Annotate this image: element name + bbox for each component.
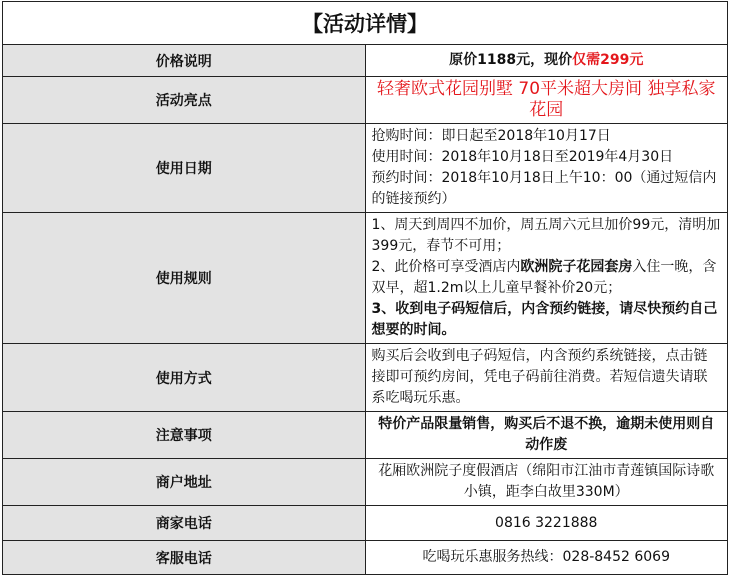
dates-row: [3, 124, 728, 213]
original-price-text: 原价1188元，现价: [449, 52, 573, 68]
booking-time-line: 预约时间：2018年10月18日上午10：00（通过短信内的链接预约）: [371, 170, 717, 207]
service-phone-label: 客服电话: [3, 541, 366, 575]
highlight-value: 轻奢欧式花园别墅 70平米超大房间 独享私家花园: [365, 77, 728, 124]
rules-label: 使用规则: [3, 213, 366, 344]
service-phone-value: 吃喝玩乐惠服务热线：028-8452 6069: [365, 541, 728, 575]
purchase-time-line: 抢购时间：即日起至2018年10月17日: [371, 128, 611, 144]
title-row: [3, 2, 728, 45]
usage-label: 使用方式: [3, 344, 366, 412]
sale-price-text: 仅需299元: [572, 52, 644, 68]
rule-2-prefix: 2、此价格可享受酒店内: [371, 259, 521, 275]
price-label: 价格说明: [3, 45, 366, 77]
usage-row: [3, 344, 728, 412]
address-label: 商户地址: [3, 459, 366, 506]
rule-2: [372, 257, 722, 299]
rule-1: 1、周天到周四不加价，周五周六元旦加价99元，清明加399元，春节不可用；: [371, 217, 721, 254]
usage-time-line: 使用时间：2018年10月18日至2019年4月30日: [371, 149, 674, 165]
dates-label: 使用日期: [3, 124, 366, 213]
address-row: [3, 459, 728, 506]
rules-row: [3, 213, 728, 344]
notice-label: 注意事项: [3, 412, 366, 459]
rule-3: 3、收到电子码短信后，内含预约链接，请尽快预约自己想要的时间。: [371, 301, 718, 338]
address-value: 花厢欧洲院子度假酒店（绵阳市江油市青莲镇国际诗歌小镇，距李白故里330M）: [365, 459, 728, 506]
dates-value: [365, 124, 728, 213]
service-phone-row: [3, 541, 728, 575]
rules-value: [365, 213, 728, 344]
table-title: 【活动详情】: [3, 2, 728, 45]
rule-2-room: 欧洲院子花园套房: [520, 259, 633, 275]
highlight-label: 活动亮点: [3, 77, 366, 124]
merchant-phone-value: 0816 3221888: [365, 506, 728, 541]
notice-row: [3, 412, 728, 459]
merchant-phone-label: 商家电话: [3, 506, 366, 541]
merchant-phone-row: [3, 506, 728, 541]
activity-detail-table: [2, 1, 728, 575]
rule-2-suffix: 入住一晚，含双早，超1.2m以上儿童早餐补价20元；: [371, 259, 717, 296]
usage-value: 购买后会收到电子码短信，内含预约系统链接，点击链接即可预约房间，凭电子码前往消费。若短信遗失请联系吃喝玩乐惠。: [365, 344, 728, 412]
price-value: [365, 45, 728, 77]
notice-value: 特价产品限量销售，购买后不退不换，逾期未使用则自动作废: [365, 412, 728, 459]
highlight-row: [3, 77, 728, 124]
price-row: [3, 45, 728, 77]
